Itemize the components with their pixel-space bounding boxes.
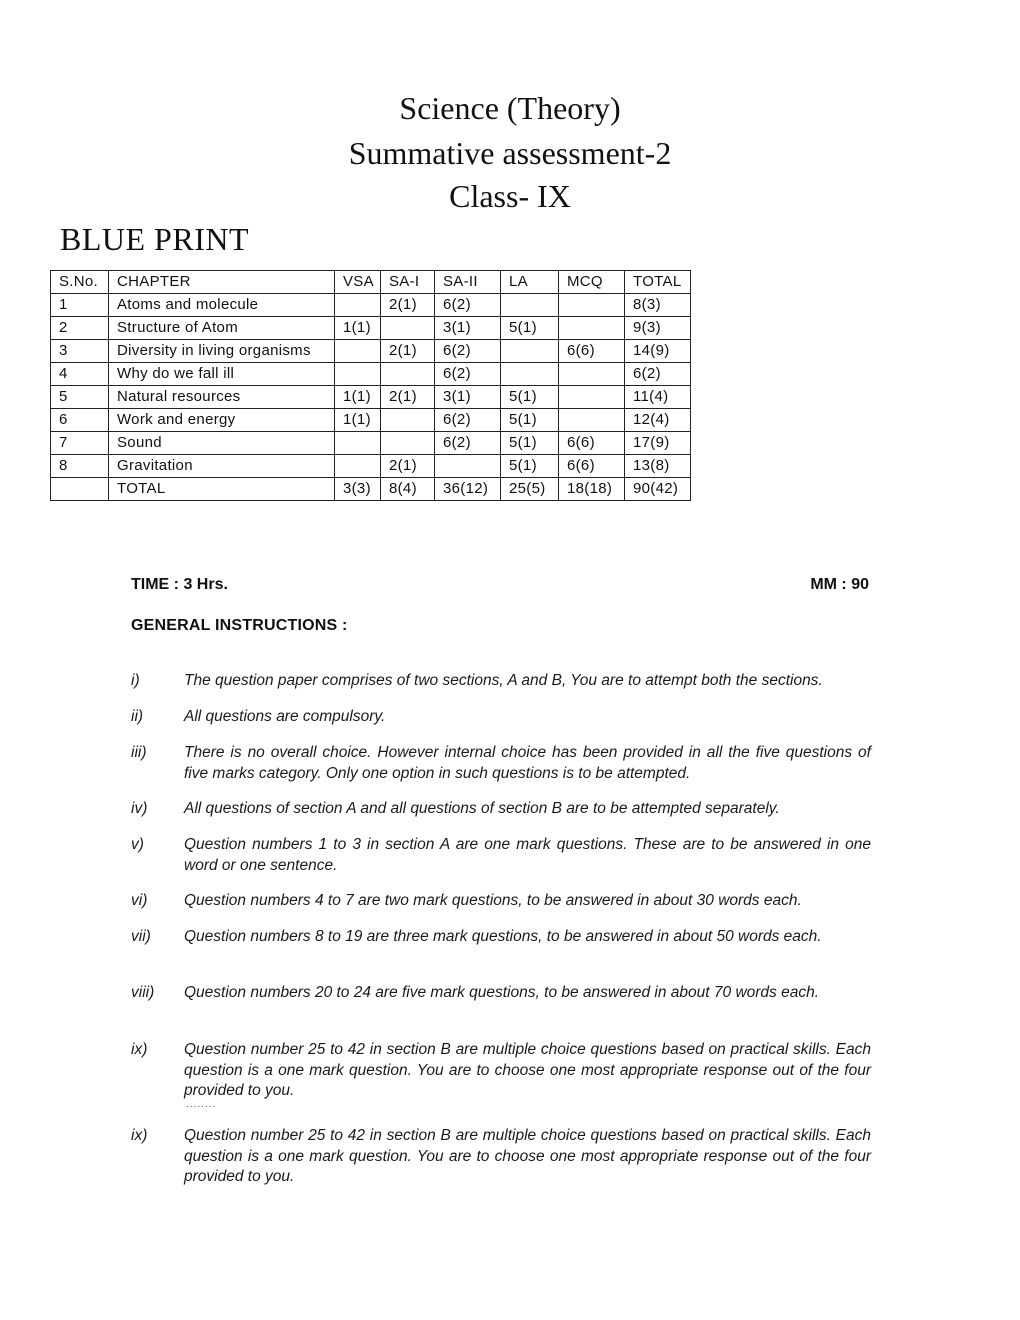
chapter-cell: Sound xyxy=(109,432,335,455)
instruction-text: Question numbers 20 to 24 are five mark questions, to be answered in about 70 words each. xyxy=(184,984,820,1001)
table-cell: 36(12) xyxy=(435,478,501,501)
table-cell: 13(8) xyxy=(625,455,691,478)
table-row xyxy=(51,317,691,340)
table-cell: 1(1) xyxy=(335,409,381,432)
table-cell: 25(5) xyxy=(501,478,559,501)
instruction-number: viii) xyxy=(131,984,155,1001)
table-cell xyxy=(51,478,109,501)
table-cell xyxy=(335,340,381,363)
instruction-text: Question number 25 to 42 in section B are multiple choice questions based on practical skills. Each question is a one mark question. You are to choose one most appropriate response out of the four provided to you. xyxy=(184,1127,871,1185)
chapter-cell: Structure of Atom xyxy=(109,317,335,340)
table-cell: 2 xyxy=(51,317,109,340)
table-cell: 3(3) xyxy=(335,478,381,501)
header-cell: MCQ xyxy=(559,271,625,294)
table-cell: 3(1) xyxy=(435,386,501,409)
table-cell: 6(6) xyxy=(559,455,625,478)
table-cell xyxy=(559,294,625,317)
table-cell: 2(1) xyxy=(381,294,435,317)
header-cell: SA-II xyxy=(435,271,501,294)
table-row xyxy=(51,386,691,409)
table-cell: 11(4) xyxy=(625,386,691,409)
table-cell xyxy=(559,386,625,409)
instruction-item xyxy=(131,983,871,1004)
instruction-number: ix) xyxy=(131,1127,148,1144)
table-cell xyxy=(501,294,559,317)
table-cell: 6(6) xyxy=(559,432,625,455)
stray-mark: ........ xyxy=(186,1099,217,1110)
instruction-text: Question number 25 to 42 in section B are multiple choice questions based on practical skills. Each question is a one mark question. You are to choose one most appropriate response out of the four provided to you. xyxy=(184,1041,871,1099)
table-cell xyxy=(335,455,381,478)
instruction-number: ix) xyxy=(131,1041,148,1058)
table-row xyxy=(51,409,691,432)
instruction-text: There is no overall choice. However internal choice has been provided in all the five questions of five marks category. Only one option in such questions is to be attempted. xyxy=(184,744,871,782)
instruction-text: All questions are compulsory. xyxy=(184,708,386,725)
table-cell xyxy=(335,294,381,317)
table-cell xyxy=(435,455,501,478)
table-cell: 90(42) xyxy=(625,478,691,501)
table-total-row xyxy=(51,478,691,501)
table-cell xyxy=(335,363,381,386)
chapter-cell: Why do we fall ill xyxy=(109,363,335,386)
table-cell: 8(4) xyxy=(381,478,435,501)
table-cell xyxy=(381,409,435,432)
table-cell: 17(9) xyxy=(625,432,691,455)
table-row xyxy=(51,340,691,363)
exam-time: TIME : 3 Hrs. xyxy=(131,576,228,593)
table-cell xyxy=(381,432,435,455)
table-cell: 8 xyxy=(51,455,109,478)
instruction-number: i) xyxy=(131,672,140,689)
blueprint-table-body xyxy=(51,271,691,501)
blueprint-heading: BLUE PRINT xyxy=(60,221,249,257)
instruction-number: vi) xyxy=(131,892,148,909)
instruction-text: Question numbers 8 to 19 are three mark questions, to be answered in about 50 words each. xyxy=(184,928,822,945)
table-cell: 2(1) xyxy=(381,386,435,409)
table-cell xyxy=(381,363,435,386)
title-assessment xyxy=(0,135,1020,171)
instruction-number: ii) xyxy=(131,708,144,725)
table-cell: 18(18) xyxy=(559,478,625,501)
instruction-text: Question numbers 4 to 7 are two mark questions, to be answered in about 30 words each. xyxy=(184,892,802,909)
table-cell xyxy=(559,317,625,340)
header-cell: SA-I xyxy=(381,271,435,294)
instruction-number: vii) xyxy=(131,928,151,945)
title-subject-text: Science (Theory) xyxy=(399,90,621,126)
table-cell xyxy=(559,363,625,386)
table-cell xyxy=(501,363,559,386)
table-cell: 7 xyxy=(51,432,109,455)
table-cell: 6(2) xyxy=(625,363,691,386)
table-cell xyxy=(501,340,559,363)
table-cell: 1(1) xyxy=(335,386,381,409)
table-cell: 3(1) xyxy=(435,317,501,340)
table-row xyxy=(51,363,691,386)
instruction-item xyxy=(131,707,871,728)
instruction-number: iii) xyxy=(131,744,147,761)
instruction-item xyxy=(131,1126,871,1188)
table-cell: 5(1) xyxy=(501,409,559,432)
title-assessment-text: Summative assessment-2 xyxy=(348,135,672,171)
table-cell: 5(1) xyxy=(501,432,559,455)
table-cell: 5(1) xyxy=(501,317,559,340)
max-marks: MM : 90 xyxy=(810,576,869,593)
chapter-cell: Work and energy xyxy=(109,409,335,432)
table-cell: 6(2) xyxy=(435,294,501,317)
table-cell xyxy=(559,409,625,432)
table-header-row xyxy=(51,271,691,294)
table-cell xyxy=(335,432,381,455)
title-class xyxy=(0,178,1020,214)
table-cell: 5(1) xyxy=(501,386,559,409)
instruction-item xyxy=(131,1040,871,1102)
table-cell: 6(2) xyxy=(435,363,501,386)
instruction-item xyxy=(131,927,871,948)
table-cell: 12(4) xyxy=(625,409,691,432)
instruction-number: v) xyxy=(131,836,144,853)
header-cell: VSA xyxy=(335,271,381,294)
table-cell: 5 xyxy=(51,386,109,409)
table-cell: 9(3) xyxy=(625,317,691,340)
header-cell: TOTAL xyxy=(625,271,691,294)
table-cell: 4 xyxy=(51,363,109,386)
table-cell: 1 xyxy=(51,294,109,317)
table-cell: 5(1) xyxy=(501,455,559,478)
table-row xyxy=(51,294,691,317)
instruction-text: Question numbers 1 to 3 in section A are one mark questions. These are to be answered in one word or one sentence. xyxy=(184,836,871,874)
instructions-heading: GENERAL INSTRUCTIONS : xyxy=(131,617,348,634)
instruction-item xyxy=(131,835,871,876)
table-cell: 6(6) xyxy=(559,340,625,363)
table-cell: 2(1) xyxy=(381,340,435,363)
blueprint-table xyxy=(50,270,691,501)
title-class-text: Class- IX xyxy=(449,178,571,214)
chapter-cell: Atoms and molecule xyxy=(109,294,335,317)
instruction-item xyxy=(131,671,871,692)
table-cell: 2(1) xyxy=(381,455,435,478)
instruction-item xyxy=(131,891,871,912)
table-cell: 1(1) xyxy=(335,317,381,340)
chapter-cell: Natural resources xyxy=(109,386,335,409)
instruction-text: All questions of section A and all questions of section B are to be attempted separately. xyxy=(184,800,780,817)
table-row xyxy=(51,432,691,455)
instruction-text: The question paper comprises of two sections, A and B, You are to attempt both the sections. xyxy=(184,672,823,689)
table-cell: 14(9) xyxy=(625,340,691,363)
header-cell: LA xyxy=(501,271,559,294)
instruction-item xyxy=(131,799,871,820)
table-cell: 6(2) xyxy=(435,340,501,363)
table-cell: 6 xyxy=(51,409,109,432)
chapter-cell: Diversity in living organisms xyxy=(109,340,335,363)
title-subject xyxy=(0,90,1020,126)
header-cell: CHAPTER xyxy=(109,271,335,294)
table-row xyxy=(51,455,691,478)
instruction-item xyxy=(131,743,871,784)
table-cell: 8(3) xyxy=(625,294,691,317)
chapter-cell: Gravitation xyxy=(109,455,335,478)
table-cell xyxy=(381,317,435,340)
table-cell: 3 xyxy=(51,340,109,363)
header-cell: S.No. xyxy=(51,271,109,294)
table-cell: 6(2) xyxy=(435,432,501,455)
instruction-number: iv) xyxy=(131,800,148,817)
table-cell: 6(2) xyxy=(435,409,501,432)
chapter-cell: TOTAL xyxy=(109,478,335,501)
